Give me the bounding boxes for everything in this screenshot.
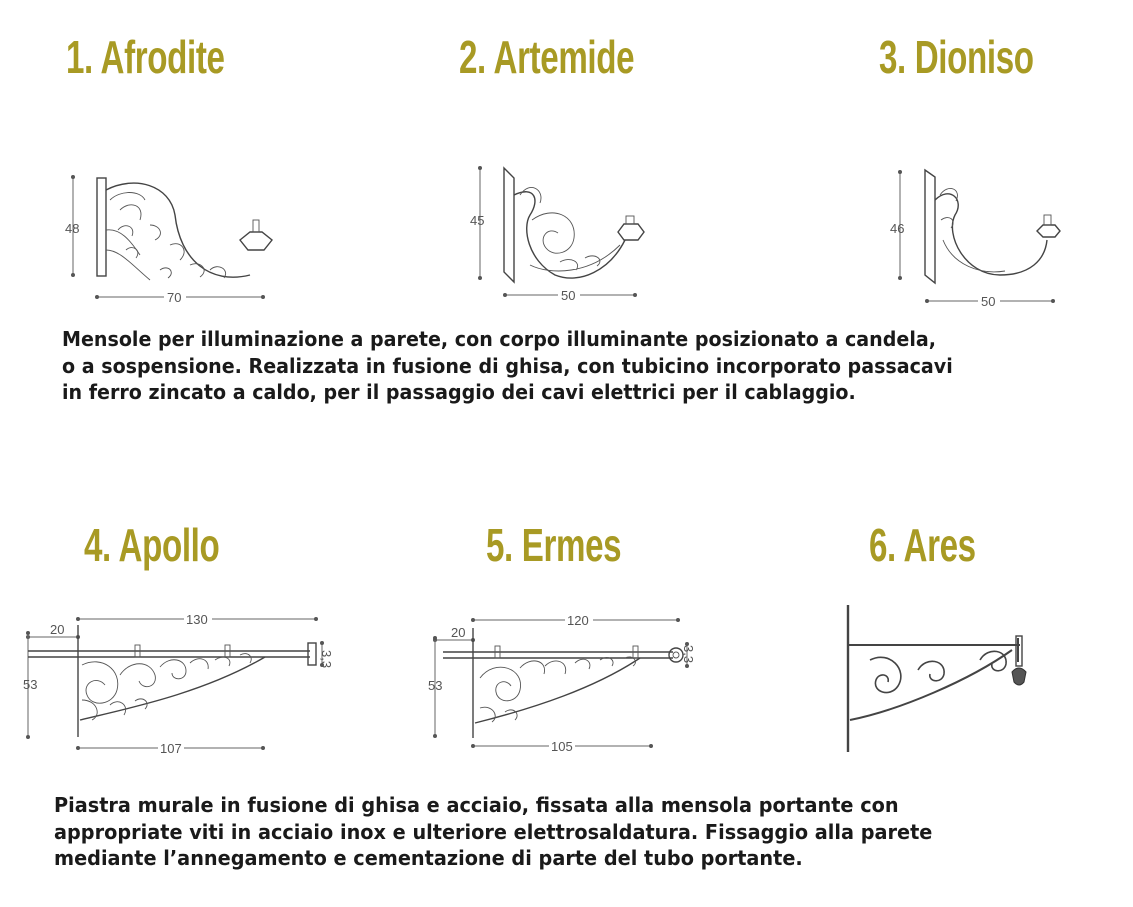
apollo-bottom-length-label: 107	[160, 741, 182, 756]
ermes-drawing	[425, 608, 725, 758]
afrodite-height-label: 48	[65, 221, 80, 236]
afrodite-width-label: 70	[167, 290, 182, 305]
ermes-bottom-length-label: 105	[551, 739, 573, 754]
ares-drawing	[840, 600, 1040, 760]
product-title-artemide: 2. Artemide	[459, 31, 635, 83]
ermes-height-label: 53	[428, 678, 443, 693]
apollo-tube-label: 3,3	[319, 650, 334, 669]
description-top	[62, 326, 953, 406]
dioniso-width-label: 50	[981, 294, 996, 309]
description-bottom-line: mediante l’annegamento e cementazione di parte del tubo portante.	[54, 846, 803, 871]
artemide-drawing	[460, 160, 660, 305]
apollo-drawing	[20, 605, 350, 760]
artemide-width-label: 50	[561, 288, 576, 303]
product-title-dioniso: 3. Dioniso	[879, 31, 1034, 83]
product-title-ares: 6. Ares	[869, 519, 976, 571]
product-title-afrodite: 1. Afrodite	[66, 31, 225, 83]
dioniso-height-label: 46	[890, 221, 905, 236]
apollo-offset-label: 20	[50, 622, 65, 637]
ermes-total-length-label: 120	[567, 613, 589, 628]
product-title-apollo: 4. Apollo	[84, 519, 220, 571]
description-top-line: o a sospensione. Realizzata in fusione di ghisa, con tubicino incorporato passacavi	[62, 353, 953, 378]
ermes-tube-label: 3,3	[681, 645, 696, 664]
description-top-line: Mensole per illuminazione a parete, con corpo illuminante posizionato a candela,	[62, 327, 936, 351]
product-title-ermes: 5. Ermes	[486, 519, 622, 571]
afrodite-drawing	[60, 170, 280, 310]
description-bottom-line: Piastra murale in fusione di ghisa e acciaio, fissata alla mensola portante con	[54, 793, 899, 817]
description-bottom-line: appropriate viti in acciaio inox e ulteriore elettrosaldatura. Fissaggio alla parete	[54, 819, 933, 844]
description-bottom	[54, 792, 932, 872]
apollo-height-label: 53	[23, 677, 38, 692]
apollo-total-length-label: 130	[186, 612, 208, 627]
ermes-offset-label: 20	[451, 625, 466, 640]
description-top-line: in ferro zincato a caldo, per il passaggio dei cavi elettrici per il cablaggio.	[62, 380, 856, 405]
dioniso-drawing	[885, 165, 1075, 310]
artemide-height-label: 45	[470, 213, 485, 228]
